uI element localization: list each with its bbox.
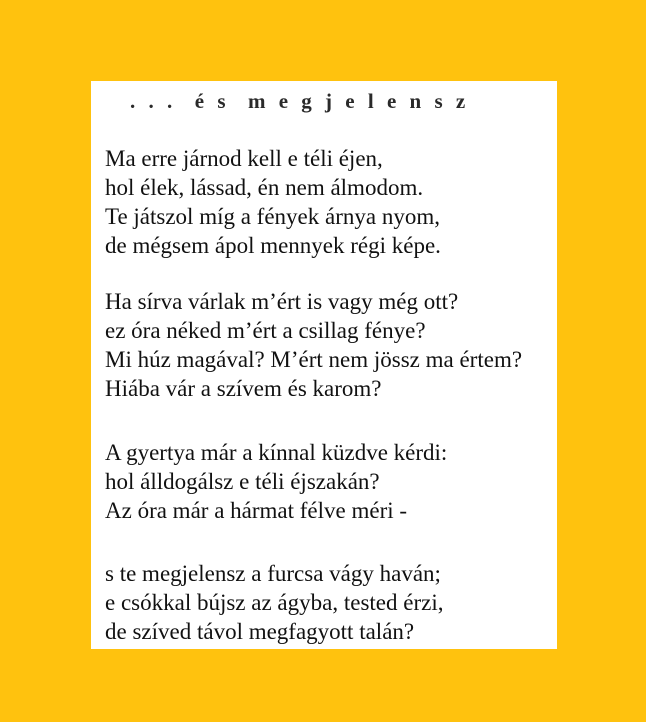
poem-line: de mégsem ápol mennyek régi képe. xyxy=(105,233,441,258)
poem-line: Ma erre járnod kell e téli éjen, xyxy=(105,146,383,171)
poem-line: Te játszol míg a fények árnya nyom, xyxy=(105,204,440,229)
stanza-4 xyxy=(105,559,551,646)
poem-line: Hiába vár a szívem és karom? xyxy=(105,376,382,401)
poem-line: e csókkal bújsz az ágyba, tested érzi, xyxy=(105,590,444,615)
stanza-2 xyxy=(105,287,551,403)
poem-title: . . . é s m e g j e l e n s z xyxy=(130,89,470,113)
poem-line: Az óra már a hármat félve méri - xyxy=(105,498,408,523)
poem-page xyxy=(91,81,557,649)
poem-line: Mi húz magával? M’ért nem jössz ma értem? xyxy=(105,347,523,372)
poem-line: ez óra néked m’ért a csillag fénye? xyxy=(105,318,426,343)
stanza-1 xyxy=(105,144,551,260)
poem-line: s te megjelensz a furcsa vágy haván; xyxy=(105,561,441,586)
poem-line: de szíved távol megfagyott talán? xyxy=(105,619,415,644)
stanza-3 xyxy=(105,438,551,525)
poem-line: hol álldogálsz e téli éjszakán? xyxy=(105,469,380,494)
poem-line: A gyertya már a kínnal küzdve kérdi: xyxy=(105,440,448,465)
poem-line: Ha sírva várlak m’ért is vagy még ott? xyxy=(105,289,459,314)
poem-line: hol élek, lássad, én nem álmodom. xyxy=(105,175,424,200)
